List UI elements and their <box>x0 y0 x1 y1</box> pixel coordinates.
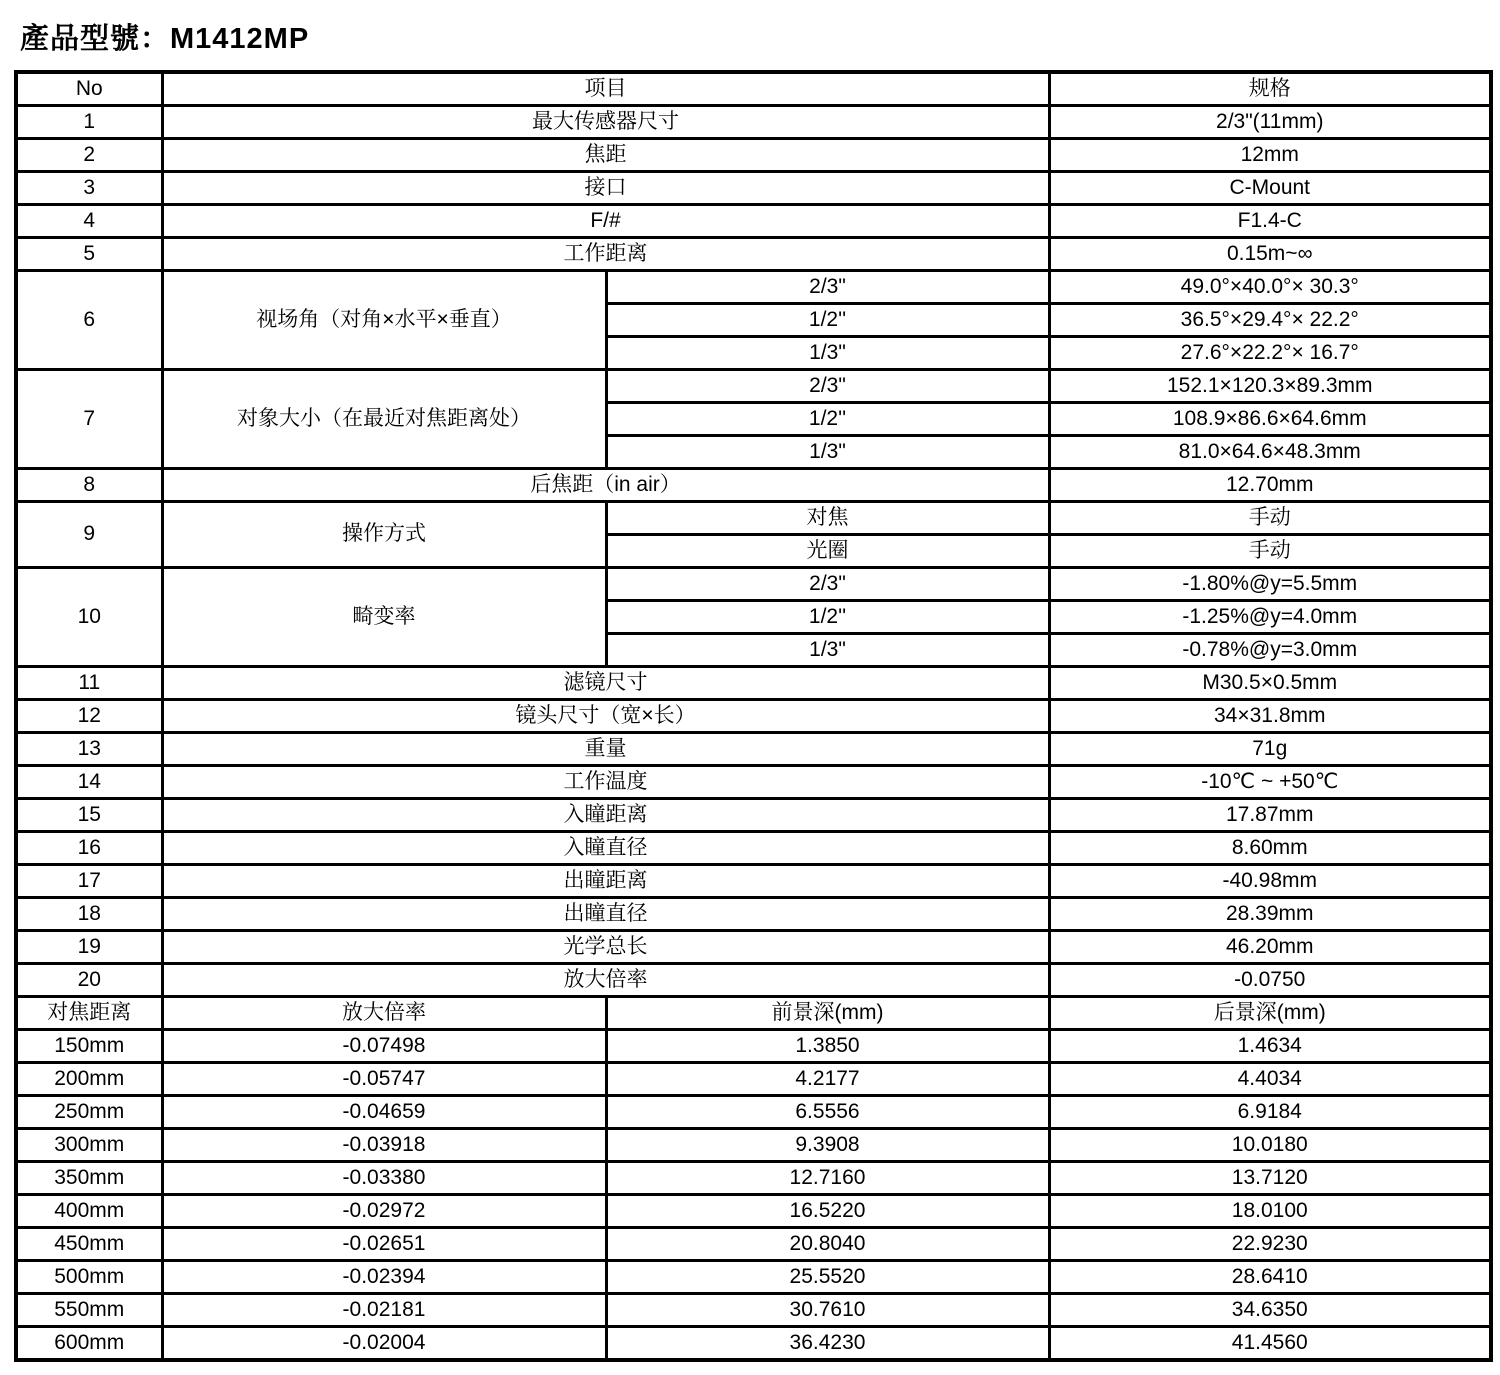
header-row <box>16 72 1491 106</box>
table-row <box>16 139 1491 172</box>
table-row <box>16 700 1491 733</box>
sub-label-cell: 1/3" <box>606 337 1049 370</box>
item-cell: 出瞳直径 <box>162 898 1049 931</box>
item-cell: 焦距 <box>162 139 1049 172</box>
table-row <box>16 1327 1491 1361</box>
dof-front-depth-cell: 25.5520 <box>606 1261 1049 1294</box>
spec-cell: M30.5×0.5mm <box>1049 667 1491 700</box>
dof-rear-depth-cell: 13.7120 <box>1049 1162 1491 1195</box>
no-cell: 12 <box>16 700 162 733</box>
table-row <box>16 172 1491 205</box>
table-row <box>16 271 1491 304</box>
item-cell: 最大传感器尺寸 <box>162 106 1049 139</box>
table-row <box>16 238 1491 271</box>
spec-cell: 0.15m~∞ <box>1049 238 1491 271</box>
spec-cell: 12mm <box>1049 139 1491 172</box>
no-cell: 16 <box>16 832 162 865</box>
item-cell: 工作温度 <box>162 766 1049 799</box>
spec-cell: 27.6°×22.2°× 16.7° <box>1049 337 1491 370</box>
spec-cell: -0.78%@y=3.0mm <box>1049 634 1491 667</box>
dof-distance-cell: 250mm <box>16 1096 162 1129</box>
no-cell: 3 <box>16 172 162 205</box>
dof-distance-cell: 200mm <box>16 1063 162 1096</box>
spec-cell: 17.87mm <box>1049 799 1491 832</box>
table-row <box>16 865 1491 898</box>
sub-label-cell: 2/3" <box>606 271 1049 304</box>
table-row <box>16 1261 1491 1294</box>
table-row <box>16 1162 1491 1195</box>
no-cell: 10 <box>16 568 162 667</box>
spec-cell: 108.9×86.6×64.6mm <box>1049 403 1491 436</box>
spec-cell: 8.60mm <box>1049 832 1491 865</box>
spec-cell: -10℃ ~ +50℃ <box>1049 766 1491 799</box>
dof-rear-depth-cell: 28.6410 <box>1049 1261 1491 1294</box>
dof-magnification-cell: -0.04659 <box>162 1096 606 1129</box>
dof-rear-depth-cell: 6.9184 <box>1049 1096 1491 1129</box>
no-cell: 7 <box>16 370 162 469</box>
item-cell: 视场角（对角×水平×垂直） <box>162 271 606 370</box>
sub-label-cell: 2/3" <box>606 568 1049 601</box>
spec-header-cell: 规格 <box>1049 72 1491 106</box>
dof-rear-depth-cell: 34.6350 <box>1049 1294 1491 1327</box>
table-row <box>16 106 1491 139</box>
spec-cell: 手动 <box>1049 535 1491 568</box>
page-title: 產品型號：M1412MP <box>20 23 310 55</box>
table-row <box>16 964 1491 997</box>
table-row <box>16 898 1491 931</box>
table-row <box>16 766 1491 799</box>
sub-label-cell: 1/2'' <box>606 403 1049 436</box>
item-cell: 工作距离 <box>162 238 1049 271</box>
dof-table-body <box>16 1030 1491 1361</box>
no-cell: 8 <box>16 469 162 502</box>
table-row <box>16 832 1491 865</box>
dof-front-depth-cell: 36.4230 <box>606 1327 1049 1361</box>
item-cell: 对象大小（在最近对焦距离处） <box>162 370 606 469</box>
dof-distance-cell: 350mm <box>16 1162 162 1195</box>
no-cell: 6 <box>16 271 162 370</box>
dof-rear-depth-cell: 18.0100 <box>1049 1195 1491 1228</box>
item-cell: 畸变率 <box>162 568 606 667</box>
dof-front-depth-cell: 4.2177 <box>606 1063 1049 1096</box>
dof-magnification-cell: -0.02181 <box>162 1294 606 1327</box>
spec-cell: 手动 <box>1049 502 1491 535</box>
no-header-cell: No <box>16 72 162 106</box>
no-cell: 13 <box>16 733 162 766</box>
no-cell: 17 <box>16 865 162 898</box>
spec-cell: C-Mount <box>1049 172 1491 205</box>
table-row <box>16 733 1491 766</box>
no-cell: 11 <box>16 667 162 700</box>
dof-magnification-cell: -0.03918 <box>162 1129 606 1162</box>
sub-label-cell: 1/2'' <box>606 601 1049 634</box>
item-cell: 光学总长 <box>162 931 1049 964</box>
spec-table <box>14 70 1493 1362</box>
dof-header-distance-cell: 对焦距离 <box>16 997 162 1030</box>
spec-cell: -0.0750 <box>1049 964 1491 997</box>
table-row <box>16 370 1491 403</box>
spec-cell: 34×31.8mm <box>1049 700 1491 733</box>
table-row <box>16 1228 1491 1261</box>
spec-cell: 46.20mm <box>1049 931 1491 964</box>
spec-cell: -1.25%@y=4.0mm <box>1049 601 1491 634</box>
dof-front-depth-cell: 9.3908 <box>606 1129 1049 1162</box>
no-cell: 19 <box>16 931 162 964</box>
spec-cell: 2/3"(11mm) <box>1049 106 1491 139</box>
sub-label-cell: 对焦 <box>606 502 1049 535</box>
dof-header-row <box>16 997 1491 1030</box>
dof-distance-cell: 150mm <box>16 1030 162 1063</box>
table-row <box>16 799 1491 832</box>
item-cell: 接口 <box>162 172 1049 205</box>
dof-front-depth-cell: 16.5220 <box>606 1195 1049 1228</box>
item-cell: 放大倍率 <box>162 964 1049 997</box>
table-row <box>16 568 1491 601</box>
spec-cell: 152.1×120.3×89.3mm <box>1049 370 1491 403</box>
dof-distance-cell: 300mm <box>16 1129 162 1162</box>
dof-front-depth-cell: 20.8040 <box>606 1228 1049 1261</box>
sub-label-cell: 2/3" <box>606 370 1049 403</box>
dof-rear-depth-cell: 10.0180 <box>1049 1129 1491 1162</box>
item-cell: 后焦距（in air） <box>162 469 1049 502</box>
dof-header-rear-depth-cell: 后景深(mm) <box>1049 997 1491 1030</box>
table-row <box>16 502 1491 535</box>
spec-cell: 81.0×64.6×48.3mm <box>1049 436 1491 469</box>
spec-cell: F1.4-C <box>1049 205 1491 238</box>
dof-rear-depth-cell: 1.4634 <box>1049 1030 1491 1063</box>
dof-distance-cell: 400mm <box>16 1195 162 1228</box>
dof-distance-cell: 500mm <box>16 1261 162 1294</box>
table-row <box>16 1030 1491 1063</box>
spec-table-header <box>16 72 1491 106</box>
dof-table-header <box>16 997 1491 1030</box>
dof-rear-depth-cell: 4.4034 <box>1049 1063 1491 1096</box>
item-cell: F/# <box>162 205 1049 238</box>
no-cell: 5 <box>16 238 162 271</box>
item-cell: 滤镜尺寸 <box>162 667 1049 700</box>
item-cell: 出瞳距离 <box>162 865 1049 898</box>
table-row <box>16 469 1491 502</box>
dof-header-magnification-cell: 放大倍率 <box>162 997 606 1030</box>
sub-label-cell: 1/3" <box>606 634 1049 667</box>
dof-distance-cell: 450mm <box>16 1228 162 1261</box>
table-row <box>16 1129 1491 1162</box>
dof-magnification-cell: -0.07498 <box>162 1030 606 1063</box>
spec-cell: 36.5°×29.4°× 22.2° <box>1049 304 1491 337</box>
sub-label-cell: 1/3" <box>606 436 1049 469</box>
spec-cell: -40.98mm <box>1049 865 1491 898</box>
dof-front-depth-cell: 6.5556 <box>606 1096 1049 1129</box>
table-row <box>16 1294 1491 1327</box>
spec-cell: 28.39mm <box>1049 898 1491 931</box>
no-cell: 14 <box>16 766 162 799</box>
dof-front-depth-cell: 1.3850 <box>606 1030 1049 1063</box>
dof-magnification-cell: -0.02394 <box>162 1261 606 1294</box>
no-cell: 1 <box>16 106 162 139</box>
table-row <box>16 205 1491 238</box>
table-row <box>16 931 1491 964</box>
no-cell: 4 <box>16 205 162 238</box>
item-cell: 重量 <box>162 733 1049 766</box>
sub-label-cell: 1/2'' <box>606 304 1049 337</box>
dof-front-depth-cell: 30.7610 <box>606 1294 1049 1327</box>
dof-magnification-cell: -0.02651 <box>162 1228 606 1261</box>
dof-rear-depth-cell: 22.9230 <box>1049 1228 1491 1261</box>
dof-magnification-cell: -0.05747 <box>162 1063 606 1096</box>
dof-header-front-depth-cell: 前景深(mm) <box>606 997 1049 1030</box>
item-header-cell: 项目 <box>162 72 1049 106</box>
item-cell: 镜头尺寸（宽×长） <box>162 700 1049 733</box>
dof-magnification-cell: -0.02004 <box>162 1327 606 1361</box>
no-cell: 9 <box>16 502 162 568</box>
sub-label-cell: 光圈 <box>606 535 1049 568</box>
spec-table-body <box>16 106 1491 997</box>
no-cell: 18 <box>16 898 162 931</box>
dof-rear-depth-cell: 41.4560 <box>1049 1327 1491 1361</box>
no-cell: 15 <box>16 799 162 832</box>
spec-cell: -1.80%@y=5.5mm <box>1049 568 1491 601</box>
item-cell: 操作方式 <box>162 502 606 568</box>
table-row <box>16 1063 1491 1096</box>
item-cell: 入瞳距离 <box>162 799 1049 832</box>
dof-distance-cell: 600mm <box>16 1327 162 1361</box>
item-cell: 入瞳直径 <box>162 832 1049 865</box>
dof-front-depth-cell: 12.7160 <box>606 1162 1049 1195</box>
no-cell: 2 <box>16 139 162 172</box>
spec-cell: 71g <box>1049 733 1491 766</box>
table-row <box>16 1096 1491 1129</box>
table-row <box>16 667 1491 700</box>
dof-magnification-cell: -0.03380 <box>162 1162 606 1195</box>
spec-cell: 49.0°×40.0°× 30.3° <box>1049 271 1491 304</box>
table-row <box>16 1195 1491 1228</box>
dof-magnification-cell: -0.02972 <box>162 1195 606 1228</box>
no-cell: 20 <box>16 964 162 997</box>
dof-distance-cell: 550mm <box>16 1294 162 1327</box>
spec-cell: 12.70mm <box>1049 469 1491 502</box>
